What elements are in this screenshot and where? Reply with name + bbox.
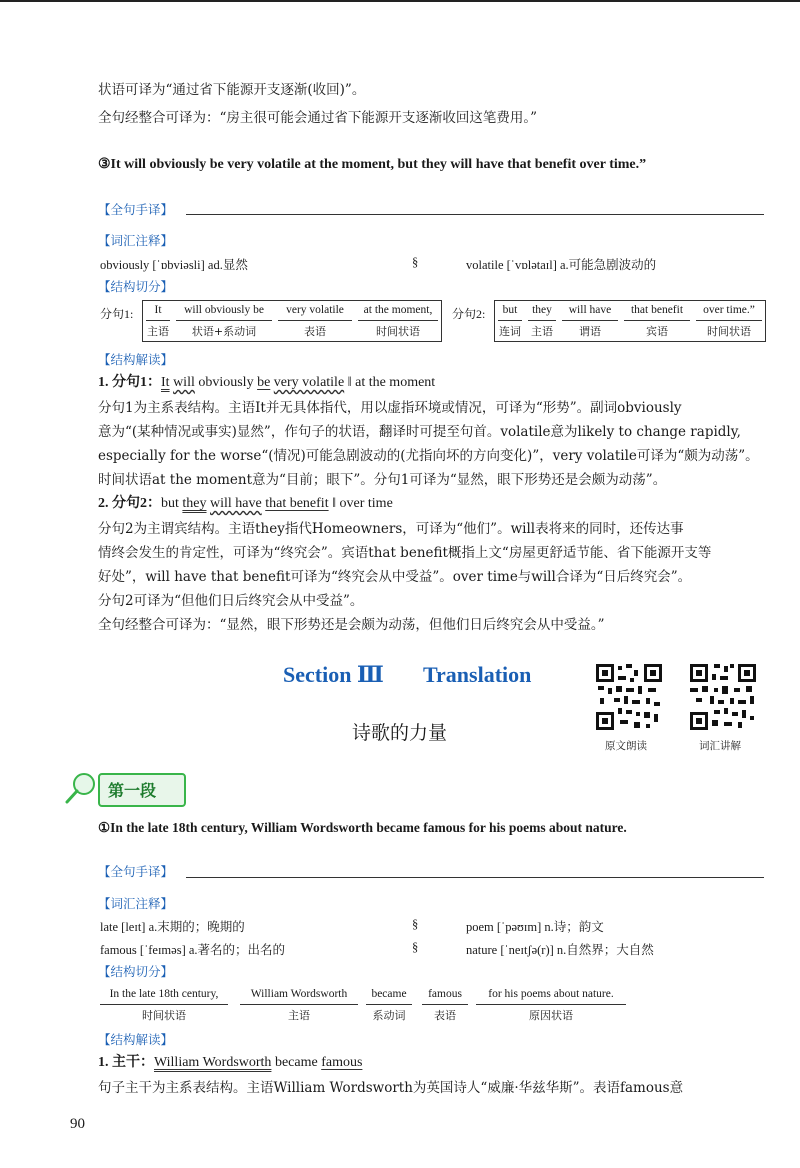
- vocab-separator-icon: §: [412, 255, 419, 269]
- p-role: 系动词: [372, 1009, 406, 1022]
- sentence-3: ③It will obviously be very volatile at the moment, but they will have that benefit over time.”: [98, 157, 647, 172]
- c2-role: 主语: [531, 325, 553, 338]
- label-full-translation: 【全句手译】: [98, 864, 174, 879]
- c2-word: they: [532, 304, 552, 316]
- c2-word: over time.”: [703, 304, 755, 316]
- qr-label-reading: 原文朗读: [605, 740, 647, 752]
- vocab-volatile: volatile [ˈvɒlətaɪl] a.可能急剧波动的: [466, 258, 657, 272]
- c1-word: very volatile: [286, 304, 344, 316]
- qr-code-icon[interactable]: [594, 662, 664, 732]
- c2-word: will have: [568, 304, 612, 316]
- c2-word: but: [502, 304, 518, 316]
- text-line: 分句2为主谓宾结构。主语they指代Homeowners，可译为“他们”。will表将来的同时，还传达事: [98, 521, 684, 537]
- text-line: 意为“(某种情况或事实)显然”，作句子的状语，翻译时可提至句首。volatile意为likely to change rapidly,: [98, 424, 741, 440]
- para-sentence-1: ①In the late 18th century, William Wordsworth became famous for his poems about nature.: [98, 820, 627, 835]
- p-role: 主语: [288, 1009, 310, 1022]
- analysis-2-head: 2. 分句2：but they will have that benefit ‖ over time: [98, 496, 393, 511]
- c2-word: that benefit: [630, 304, 684, 316]
- clause1-label: 分句1:: [100, 307, 134, 321]
- vocab-late: late [leɪt] a.末期的；晚期的: [100, 920, 245, 934]
- section-title: Section Ⅲ: [283, 662, 384, 687]
- analysis-1-head: 1. 分句1：It will obviously be very volatile ‖ at the moment: [98, 375, 436, 390]
- vocab-poem: poem [ˈpəʊɪm] n.诗；韵文: [466, 920, 604, 934]
- label-structure-analysis: 【结构解读】: [98, 1032, 174, 1047]
- analysis-main-head: 1. 主干：William Wordsworth became famous: [98, 1055, 363, 1070]
- p-role: 表语: [434, 1009, 456, 1022]
- translation-fill-line: [186, 214, 764, 215]
- p-word: William Wordsworth: [250, 988, 348, 1000]
- label-structure: 【结构切分】: [98, 279, 174, 294]
- p-word: In the late 18th century,: [109, 988, 219, 1000]
- text-line: 状语可译为“通过省下能源开支逐渐(收回)”。: [98, 82, 366, 98]
- vocab-obviously: obviously [ˈɒbviəsli] ad.显然: [100, 258, 248, 272]
- section-subtitle: 诗歌的力量: [352, 722, 448, 744]
- label-vocab-notes: 【词汇注释】: [98, 896, 174, 911]
- page-number: 90: [70, 1116, 85, 1132]
- vocab-separator-icon: §: [412, 917, 419, 931]
- c1-role: 时间状语: [376, 325, 420, 338]
- text-line: 分句1为主系表结构。主语It并无具体指代，用以虚指环境或情况，可译为“形势”。副词obviously: [98, 400, 682, 416]
- label-full-translation: 【全句手译】: [98, 202, 174, 217]
- c1-role: 状语+系动词: [191, 325, 257, 338]
- text-line: 全句经整合可译为：“房主很可能会通过省下能源开支逐渐收回这笔费用。”: [98, 110, 538, 126]
- top-rule: [0, 0, 800, 6]
- c1-role: 主语: [147, 325, 169, 338]
- c1-word: will obviously be: [184, 304, 264, 316]
- c1-word: at the moment,: [363, 304, 433, 316]
- clause2-label: 分句2:: [452, 307, 486, 321]
- c2-role: 谓语: [579, 325, 601, 338]
- c2-role: 宾语: [646, 325, 668, 338]
- p-word: for his poems about nature.: [488, 988, 614, 1000]
- p-role: 时间状语: [142, 1009, 186, 1022]
- c2-role: 连词: [499, 325, 521, 338]
- qr-code-icon[interactable]: [688, 662, 758, 732]
- text-line: 分句2可译为“但他们日后终究会从中受益”。: [98, 593, 364, 609]
- text-line: 好处”，will have that benefit可译为“终究会从中受益”。over time与will合译为“日后终究会”。: [98, 569, 692, 585]
- section-title-translation: Translation: [423, 662, 532, 687]
- label-structure: 【结构切分】: [98, 964, 174, 979]
- c1-word: It: [154, 304, 162, 316]
- vocab-separator-icon: §: [412, 940, 419, 954]
- vocab-nature: nature [ˈneɪtʃə(r)] n.自然界；大自然: [466, 943, 654, 957]
- p-role: 原因状语: [529, 1009, 573, 1022]
- p-word: became: [371, 988, 407, 1000]
- c1-role: 表语: [304, 325, 326, 338]
- text-line: 时间状语at the moment意为“目前；眼下”。分句1可译为“显然，眼下形势还是会颇为动荡”。: [98, 472, 667, 488]
- text-line: 句子主干为主系表结构。主语William Wordsworth为英国诗人“威廉·华兹华斯”。表语famous意: [98, 1080, 684, 1096]
- vocab-famous: famous [ˈfeɪməs] a.著名的；出名的: [100, 943, 286, 957]
- label-vocab-notes: 【词汇注释】: [98, 233, 174, 248]
- magnifier-icon: [64, 770, 100, 806]
- text-line: especially for the worse“(情况)可能急剧波动的(尤指向坏的方向变化)”，very volatile可译为“颇为动荡”。: [98, 448, 759, 464]
- p-word: famous: [428, 988, 462, 1000]
- qr-label-vocab: 词汇讲解: [699, 740, 741, 752]
- text-line: 情终会发生的肯定性，可译为“终究会”。宾语that benefit概指上文“房屋更舒适节能、省下能源开支等: [98, 545, 712, 561]
- text-line: 全句经整合可译为：“显然，眼下形势还是会颇为动荡，但他们日后终究会从中受益。”: [98, 617, 605, 633]
- paragraph-badge: 第一段: [98, 773, 186, 807]
- translation-fill-line: [186, 877, 764, 878]
- label-structure-analysis: 【结构解读】: [98, 352, 174, 367]
- c2-role: 时间状语: [707, 325, 751, 338]
